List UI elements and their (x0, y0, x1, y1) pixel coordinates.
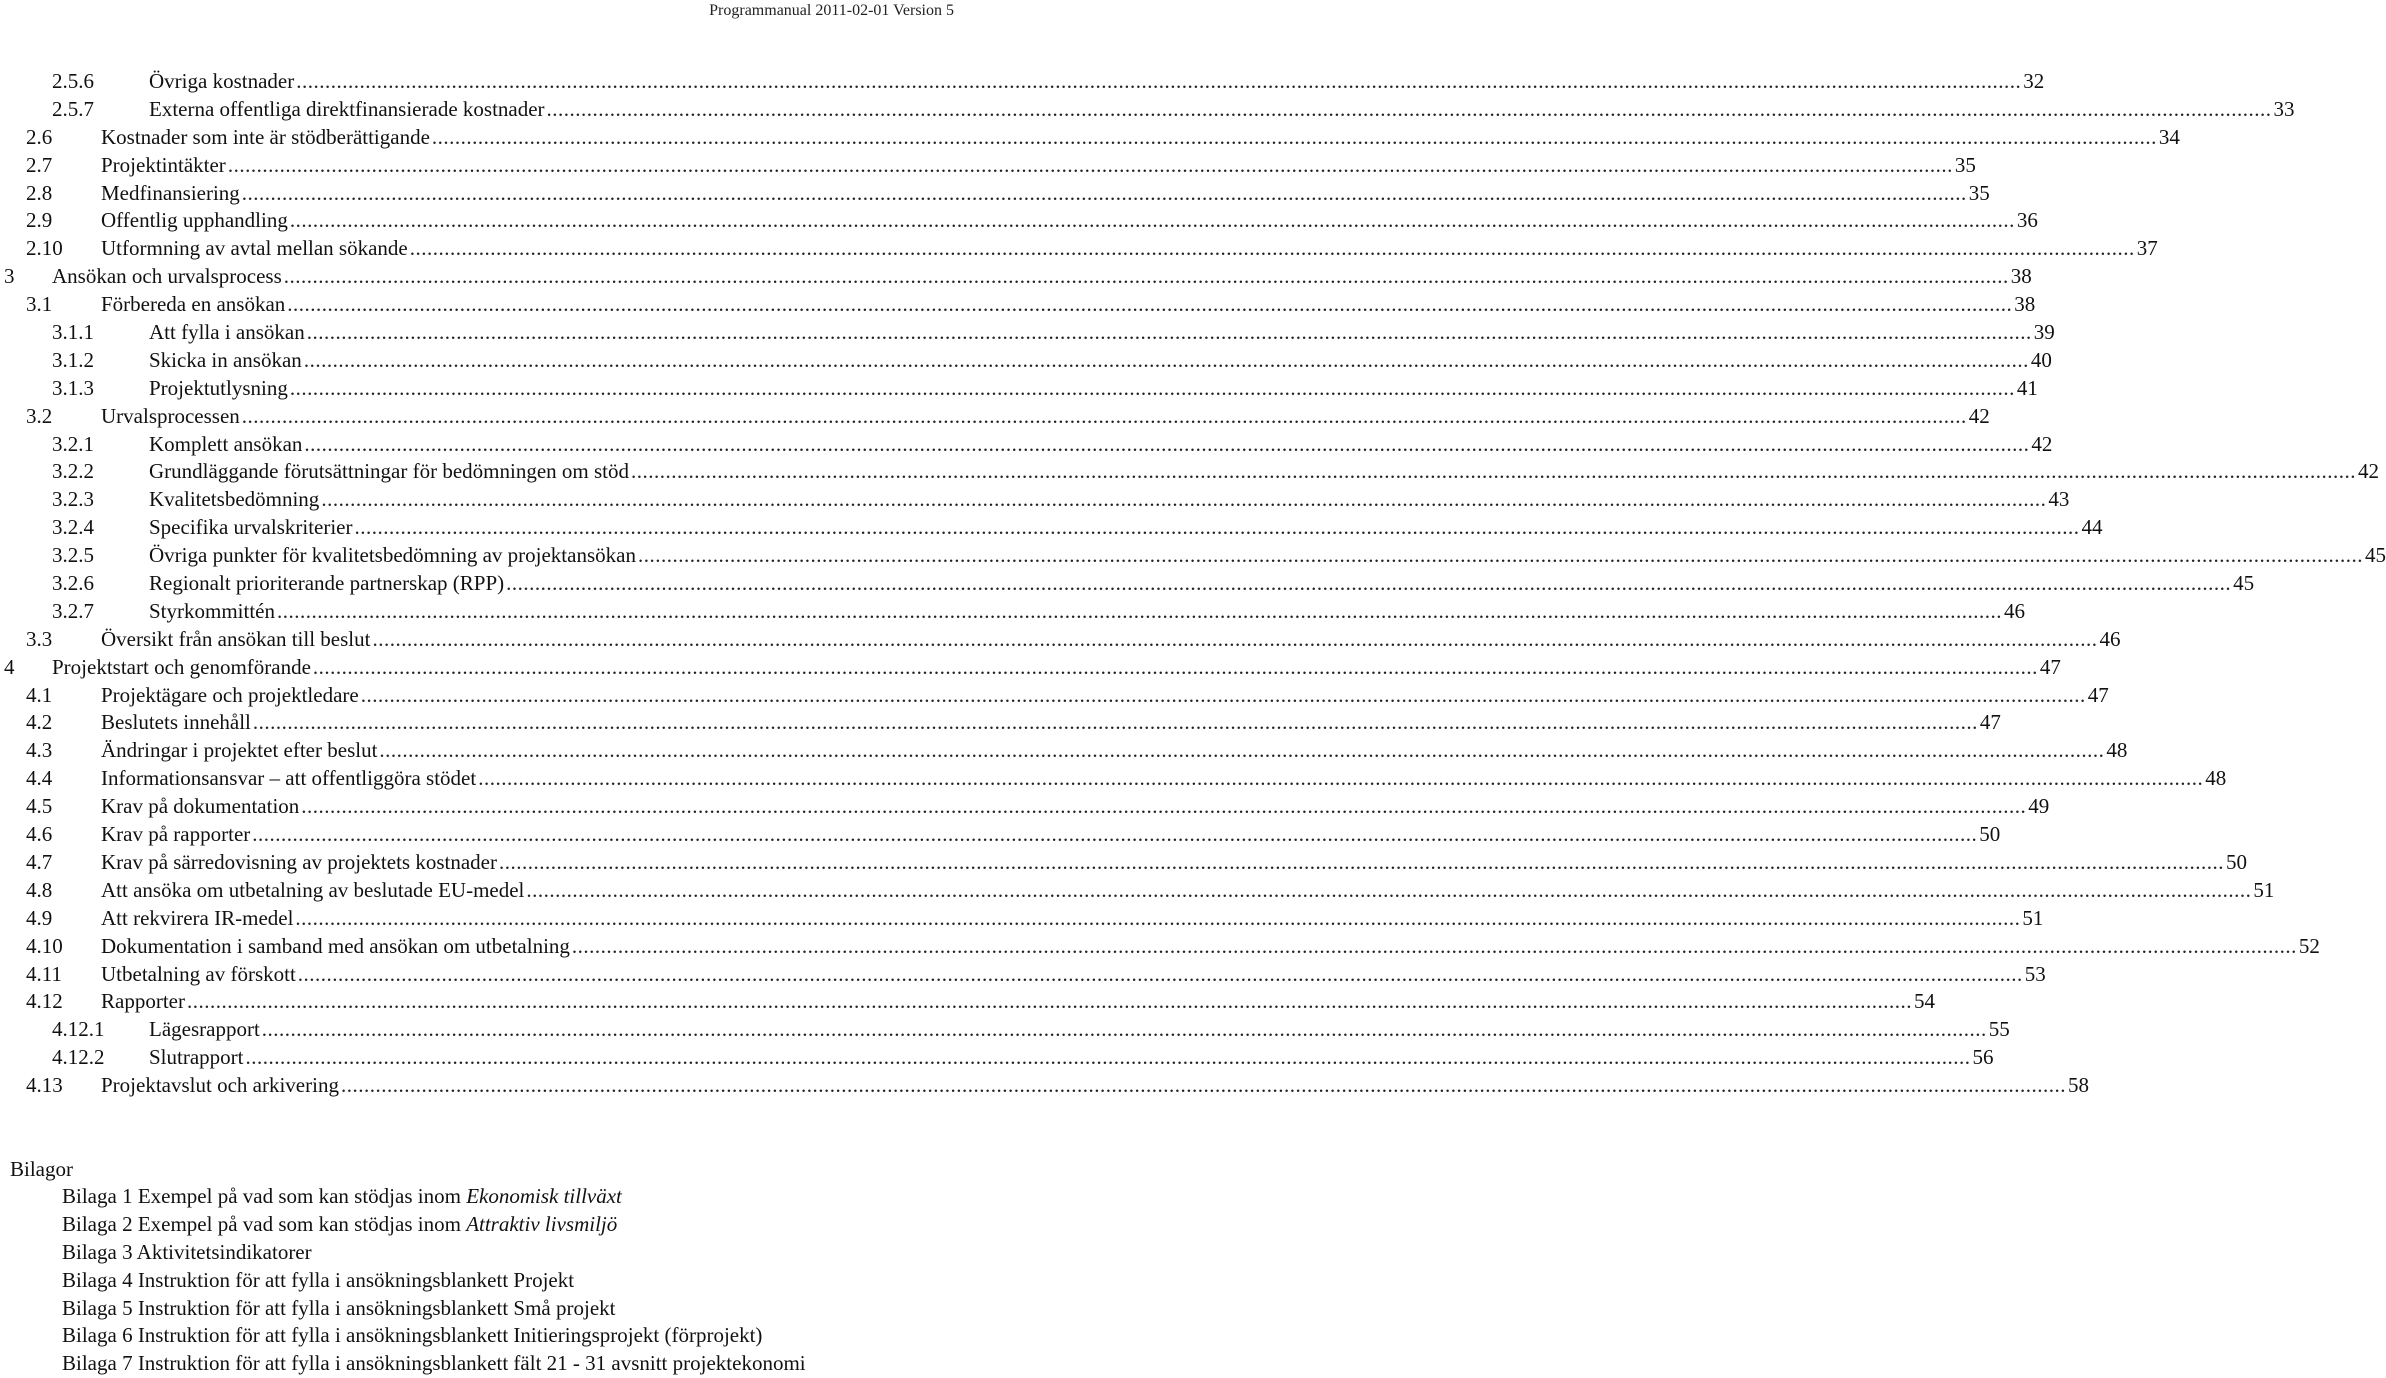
toc-entry-title: Utbetalning av förskott (101, 961, 296, 986)
toc-entry-page: 38 (2010, 264, 2032, 289)
appendix-item (62, 1350, 806, 1378)
toc-entry-page: 36 (2016, 208, 2038, 233)
toc-entry-title: Projektintäkter (101, 152, 226, 177)
toc-entry[interactable] (0, 737, 2128, 765)
appendix-item-text: Bilaga 6 Instruktion för att fylla i ansökningsblankett Initieringsprojekt (förprojekt) (62, 1323, 763, 1348)
toc-leader-dots: ............................................................................................................................................................................................................................................................................................................ (186, 989, 1912, 1014)
toc-entry-title: Krav på särredovisning av projektets kostnader (101, 849, 497, 874)
toc-entry[interactable] (0, 124, 2180, 152)
toc-entry-number: 3.2.1 (52, 431, 94, 456)
toc-entry-page: 55 (1988, 1017, 2010, 1042)
toc-entry-number: 3.1 (26, 292, 53, 317)
toc-entry-title: Regionalt prioriterande partnerskap (RPP) (149, 571, 505, 596)
appendix-item (62, 1322, 806, 1350)
toc-leader-dots: ............................................................................................................................................................................................................................................................................................................ (546, 96, 2272, 121)
toc-entry[interactable] (0, 96, 2295, 124)
toc-leader-dots: ............................................................................................................................................................................................................................................................................................................ (241, 403, 1967, 428)
toc-entry-title: Lägesrapport (149, 1017, 260, 1042)
toc-entry-number: 2.5.6 (52, 69, 94, 93)
toc-entry-title: Urvalsprocessen (101, 403, 240, 428)
toc-entry-title: Skicka in ansökan (149, 347, 302, 372)
toc-entry[interactable] (0, 821, 2001, 849)
toc-entry-number: 4 (4, 654, 15, 679)
toc-entry-page: 45 (2233, 571, 2255, 596)
toc-entry-page: 56 (1972, 1045, 1994, 1070)
toc-leader-dots: ............................................................................................................................................................................................................................................................................................................ (261, 1017, 1987, 1042)
toc-entry[interactable] (0, 849, 2247, 877)
toc-entry-title: Förbereda en ansökan (101, 292, 286, 317)
toc-entry-number: 3.2.2 (52, 459, 94, 484)
appendix-item-text: Bilaga 4 Instruktion för att fylla i ansökningsblankett Projekt (62, 1267, 575, 1292)
toc-entry-title: Specifika urvalskriterier (149, 515, 353, 540)
toc-entry-number: 3.2.4 (52, 515, 94, 540)
toc-entry[interactable] (0, 431, 2053, 459)
toc-entry-number: 3.1.2 (52, 347, 94, 372)
toc-entry-number: 2.8 (26, 180, 53, 205)
toc-entry-title: Projektutlysning (149, 375, 288, 400)
toc-entry-number: 3.2.6 (52, 571, 94, 596)
toc-entry-title: Kvalitetsbedömning (149, 487, 320, 512)
toc-entry[interactable] (0, 933, 2320, 961)
toc-entry-title: Slutrapport (149, 1045, 244, 1070)
toc-entry-page: 46 (2004, 598, 2025, 623)
toc-entry-number: 4.1 (26, 682, 53, 707)
toc-entry-number: 3.2 (26, 403, 53, 428)
toc-leader-dots: ............................................................................................................................................................................................................................................................................................................ (526, 877, 2252, 902)
toc-entry-title: Övriga kostnader (149, 69, 295, 93)
toc-entry-page: 42 (1968, 403, 1990, 428)
toc-entry-number: 3.1.1 (52, 320, 94, 345)
toc-entry-title: Rapporter (101, 989, 185, 1014)
table-of-contents (0, 68, 2386, 1100)
toc-leader-dots: ............................................................................................................................................................................................................................................................................................................ (241, 180, 1967, 205)
toc-entry-title: Beslutets innehåll (101, 710, 251, 735)
toc-entry-page: 48 (2205, 766, 2227, 791)
appendix-item (62, 1267, 806, 1295)
toc-entry[interactable] (0, 458, 2379, 486)
toc-entry-number: 3.3 (26, 626, 53, 651)
toc-entry-number: 4.12.1 (52, 1017, 105, 1042)
toc-entry-page: 46 (2099, 626, 2121, 651)
toc-entry[interactable] (0, 626, 2121, 654)
toc-entry-page: 43 (2048, 487, 2070, 512)
appendix-item-text: Bilaga 5 Instruktion för att fylla i ansökningsblankett Små projekt (62, 1295, 616, 1320)
toc-entry-page: 44 (2081, 515, 2103, 540)
appendix-item-text: Bilaga 2 Exempel på vad som kan stödjas inom (62, 1211, 467, 1236)
toc-entry-page: 40 (2030, 347, 2052, 372)
toc-entry-page: 51 (2253, 877, 2275, 902)
toc-leader-dots: ............................................................................................................................................................................................................................................................................................................ (252, 822, 1978, 847)
appendix-item-text: Bilaga 7 Instruktion för att fylla i ansökningsblankett fält 21 - 31 avsnitt projektekonomi (62, 1351, 806, 1376)
toc-entry-title: Dokumentation i samband med ansökan om utbetalning (101, 933, 570, 958)
appendix-list (62, 1183, 806, 1378)
page-header: Programmanual 2011-02-01 Version 5 (709, 2, 954, 19)
toc-entry-number: 2.7 (26, 152, 53, 177)
toc-leader-dots: ............................................................................................................................................................................................................................................................................................................ (287, 292, 2013, 317)
toc-entry-page: 53 (2024, 961, 2046, 986)
toc-entry-title: Grundläggande förutsättningar för bedömningen om stöd (149, 459, 629, 484)
toc-entry-page: 42 (2357, 459, 2379, 484)
toc-entry-title: Krav på dokumentation (101, 794, 300, 819)
toc-entry-number: 4.5 (26, 794, 53, 819)
appendix-item-emphasis: Ekonomisk tillväxt (466, 1184, 622, 1208)
toc-entry[interactable] (0, 486, 2070, 514)
appendix-item (62, 1183, 806, 1211)
toc-entry[interactable] (0, 905, 2044, 933)
toc-entry-title: Ändringar i projektet efter beslut (101, 738, 378, 763)
toc-leader-dots: ............................................................................................................................................................................................................................................................................................................ (295, 905, 2021, 930)
toc-leader-dots: ............................................................................................................................................................................................................................................................................................................ (304, 431, 2030, 456)
toc-entry[interactable] (0, 682, 2109, 710)
toc-entry-number: 4.7 (26, 849, 53, 874)
toc-entry-number: 3.1.3 (52, 375, 94, 400)
toc-entry-number: 4.10 (26, 933, 63, 958)
toc-entry[interactable] (0, 263, 2032, 291)
toc-entry[interactable] (0, 347, 2052, 375)
toc-entry-page: 37 (2136, 236, 2158, 261)
toc-entry-page: 32 (2023, 69, 2045, 93)
toc-entry-title: Utformning av avtal mellan sökande (101, 236, 408, 261)
toc-entry-page: 35 (1954, 152, 1976, 177)
toc-entry-page: 47 (1979, 710, 2001, 735)
toc-leader-dots: ............................................................................................................................................................................................................................................................................................................ (289, 375, 2015, 400)
toc-entry[interactable] (0, 793, 2050, 821)
toc-entry[interactable] (0, 570, 2255, 598)
toc-entry-number: 2.6 (26, 124, 53, 149)
toc-entry-page: 47 (2087, 682, 2109, 707)
toc-entry-title: Projektägare och projektledare (101, 682, 359, 707)
toc-entry[interactable] (0, 207, 2038, 235)
toc-leader-dots: ............................................................................................................................................................................................................................................................................................................ (637, 543, 2363, 568)
toc-entry[interactable] (0, 542, 2386, 570)
appendix-heading: Bilagor (10, 1157, 73, 1181)
toc-entry-page: 42 (2031, 431, 2053, 456)
toc-entry[interactable] (0, 709, 2001, 737)
toc-entry-number: 4.12 (26, 989, 63, 1014)
toc-entry-page: 34 (2158, 124, 2180, 149)
toc-entry[interactable] (0, 235, 2158, 263)
toc-leader-dots: ............................................................................................................................................................................................................................................................................................................ (297, 961, 2023, 986)
toc-entry-page: 47 (2039, 654, 2061, 679)
toc-leader-dots: ............................................................................................................................................................................................................................................................................................................ (431, 124, 2157, 149)
appendix-item (62, 1211, 806, 1239)
toc-leader-dots: ............................................................................................................................................................................................................................................................................................................ (303, 347, 2029, 372)
toc-leader-dots: ............................................................................................................................................................................................................................................................................................................ (372, 626, 2098, 651)
toc-leader-dots: ............................................................................................................................................................................................................................................................................................................ (409, 236, 2135, 261)
toc-entry-title: Övriga punkter för kvalitetsbedömning av projektansökan (149, 543, 636, 568)
toc-entry-title: Projektavslut och arkivering (101, 1073, 339, 1098)
toc-entry-number: 4.11 (26, 961, 62, 986)
toc-entry-number: 4.3 (26, 738, 53, 763)
toc-entry-title: Offentlig upphandling (101, 208, 288, 233)
toc-entry-page: 35 (1968, 180, 1990, 205)
toc-entry[interactable] (0, 988, 1935, 1016)
toc-entry-number: 2.10 (26, 236, 63, 261)
toc-entry-page: 50 (2225, 849, 2247, 874)
toc-entry[interactable] (0, 765, 2227, 793)
toc-leader-dots: ............................................................................................................................................................................................................................................................................................................ (360, 682, 2086, 707)
appendix-item-text: Bilaga 1 Exempel på vad som kan stödjas inom (62, 1184, 467, 1208)
toc-entry-number: 3.2.7 (52, 598, 94, 623)
toc-entry-page: 48 (2106, 738, 2128, 763)
toc-leader-dots: ............................................................................................................................................................................................................................................................................................................ (340, 1073, 2066, 1098)
toc-entry-title: Ansökan och urvalsprocess (52, 264, 282, 289)
toc-entry-number: 2.5.7 (52, 96, 94, 121)
toc-entry[interactable] (0, 68, 2045, 96)
toc-leader-dots: ............................................................................................................................................................................................................................................................................................................ (630, 459, 2356, 484)
toc-entry[interactable] (0, 598, 2025, 626)
toc-entry[interactable] (0, 1044, 1994, 1072)
toc-entry[interactable] (0, 1072, 2089, 1100)
toc-leader-dots: ............................................................................................................................................................................................................................................................................................................ (321, 487, 2047, 512)
toc-entry[interactable] (0, 514, 2103, 542)
toc-entry[interactable] (0, 654, 2061, 682)
toc-leader-dots: ............................................................................................................................................................................................................................................................................................................ (478, 766, 2204, 791)
toc-entry[interactable] (0, 403, 1990, 431)
toc-entry-title: Komplett ansökan (149, 431, 303, 456)
toc-leader-dots: ............................................................................................................................................................................................................................................................................................................ (227, 152, 1953, 177)
toc-entry-number: 3 (4, 264, 15, 289)
toc-entry-page: 54 (1913, 989, 1935, 1014)
toc-entry-number: 4.2 (26, 710, 53, 735)
toc-entry-page: 33 (2273, 96, 2295, 121)
toc-entry-title: Att ansöka om utbetalning av beslutade EU-medel (101, 877, 525, 902)
toc-leader-dots: ............................................................................................................................................................................................................................................................................................................ (283, 264, 2009, 289)
toc-entry-number: 4.9 (26, 905, 53, 930)
toc-leader-dots: ............................................................................................................................................................................................................................................................................................................ (354, 515, 2080, 540)
toc-entry-number: 4.4 (26, 766, 53, 791)
toc-leader-dots: ............................................................................................................................................................................................................................................................................................................ (301, 794, 2027, 819)
toc-entry[interactable] (0, 877, 2275, 905)
toc-entry-title: Styrkommittén (149, 598, 275, 623)
toc-entry-number: 4.8 (26, 877, 53, 902)
toc-entry-title: Att fylla i ansökan (149, 320, 305, 345)
toc-entry-number: 4.13 (26, 1073, 63, 1098)
toc-entry-title: Att rekvirera IR-medel (101, 905, 294, 930)
toc-entry-page: 39 (2033, 320, 2055, 345)
toc-entry-page: 45 (2364, 543, 2386, 568)
toc-leader-dots: ............................................................................................................................................................................................................................................................................................................ (306, 320, 2032, 345)
toc-leader-dots: ............................................................................................................................................................................................................................................................................................................ (312, 654, 2038, 679)
toc-entry-page: 52 (2298, 933, 2320, 958)
toc-leader-dots: ............................................................................................................................................................................................................................................................................................................ (245, 1045, 1971, 1070)
toc-entry-number: 4.6 (26, 822, 53, 847)
toc-entry-number: 4.12.2 (52, 1045, 105, 1070)
toc-entry-page: 51 (2022, 905, 2044, 930)
toc-leader-dots: ............................................................................................................................................................................................................................................................................................................ (379, 738, 2105, 763)
toc-entry[interactable] (0, 291, 2036, 319)
toc-entry-number: 2.9 (26, 208, 53, 233)
toc-entry-page: 50 (1979, 822, 2001, 847)
toc-leader-dots: ............................................................................................................................................................................................................................................................................................................ (289, 208, 2015, 233)
toc-entry-page: 58 (2067, 1073, 2089, 1098)
toc-entry-page: 49 (2028, 794, 2050, 819)
appendix-item (62, 1295, 806, 1323)
toc-leader-dots: ............................................................................................................................................................................................................................................................................................................ (277, 598, 2002, 623)
toc-entry-page: 38 (2014, 292, 2036, 317)
toc-leader-dots: ............................................................................................................................................................................................................................................................................................................ (296, 69, 2022, 93)
toc-entry-title: Externa offentliga direktfinansierade kostnader (149, 96, 545, 121)
toc-entry-page: 41 (2016, 375, 2038, 400)
toc-leader-dots: ............................................................................................................................................................................................................................................................................................................ (506, 571, 2232, 596)
appendix-item (62, 1239, 806, 1267)
toc-entry-title: Krav på rapporter (101, 822, 251, 847)
toc-entry-title: Informationsansvar – att offentliggöra stödet (101, 766, 477, 791)
toc-entry-title: Projektstart och genomförande (52, 654, 311, 679)
toc-entry[interactable] (0, 180, 1990, 208)
toc-entry[interactable] (0, 319, 2055, 347)
toc-entry-title: Översikt från ansökan till beslut (101, 626, 371, 651)
toc-entry-number: 3.2.5 (52, 543, 94, 568)
toc-entry[interactable] (0, 152, 1976, 180)
toc-leader-dots: ............................................................................................................................................................................................................................................................................................................ (252, 710, 1978, 735)
toc-entry-number: 3.2.3 (52, 487, 94, 512)
toc-entry[interactable] (0, 961, 2046, 989)
toc-entry-title: Kostnader som inte är stödberättigande (101, 124, 430, 149)
toc-entry-title: Medfinansiering (101, 180, 240, 205)
toc-entry[interactable] (0, 375, 2038, 403)
toc-leader-dots: ............................................................................................................................................................................................................................................................................................................ (498, 849, 2224, 874)
appendix-item-text: Bilaga 3 Aktivitetsindikatorer (62, 1239, 312, 1264)
appendix-item-emphasis: Attraktiv livsmiljö (466, 1211, 618, 1236)
toc-leader-dots: ............................................................................................................................................................................................................................................................................................................ (571, 933, 2297, 958)
toc-entry[interactable] (0, 1016, 2010, 1044)
